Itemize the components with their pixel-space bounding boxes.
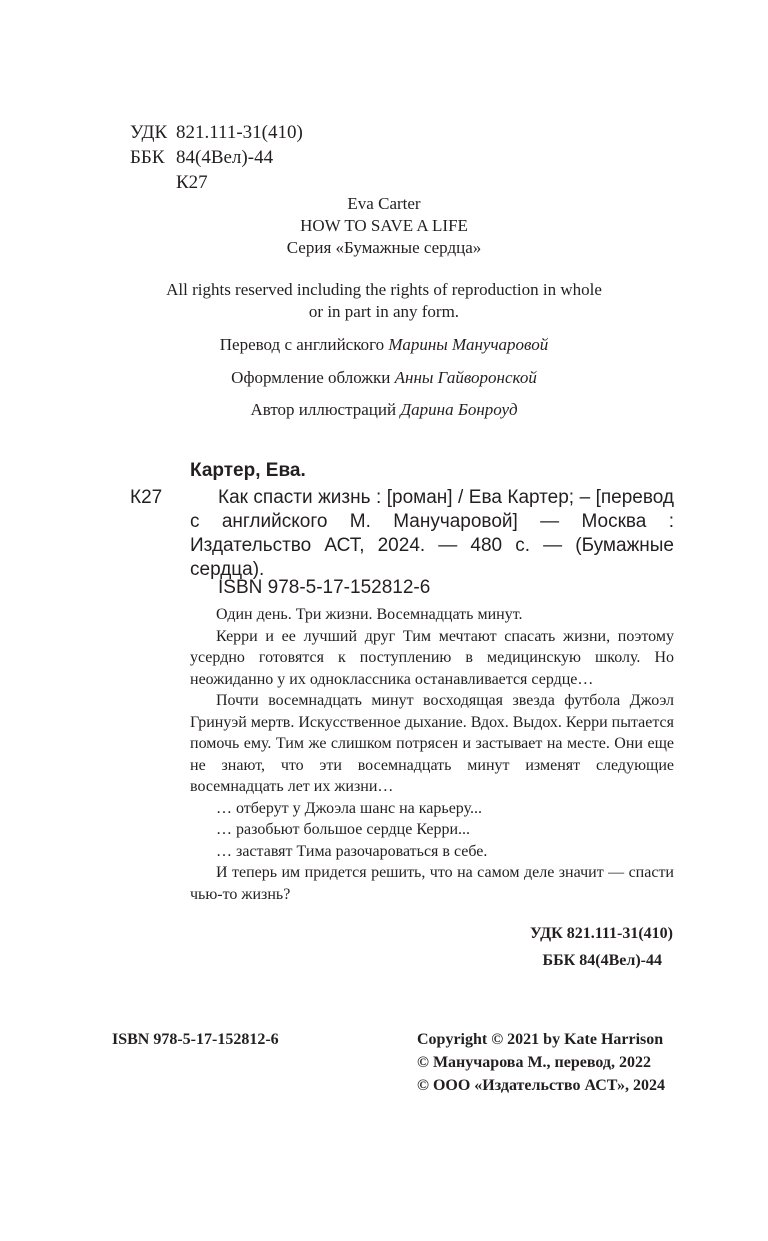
entry-isbn: ISBN 978-5-17-152812-6 (218, 577, 431, 598)
copyright-line: © ООО «Издательство АСТ», 2024 (417, 1077, 666, 1094)
translator-credit (0, 334, 768, 356)
credit-prefix: Автор иллюстраций (250, 400, 401, 419)
annotation-paragraph: И теперь им придется решить, что на самом деле значит — спасти чью-то жизнь? (190, 864, 674, 903)
credit-prefix: Оформление обложки (231, 368, 395, 387)
copyright-block (417, 1028, 665, 1097)
entry-heading: Картер, Ева. (190, 460, 306, 481)
annotation-paragraph: Почти восемнадцать минут восходящая звезда футбола Джоэл Гринуэй мертв. Искусственное дыхание. Вдох. Выдох. Керри пытается помочь ему. Тим же слишком потрясен и застывает на месте. Они еще не знают, что эти восемнадцать минут изменят следующие восемнадцать лет их жизни… (190, 692, 675, 795)
original-title: HOW TO SAVE A LIFE (300, 216, 468, 235)
credit-name: Дарина Бонроуд (400, 400, 518, 419)
rights-line-2: or in part in any form. (308, 302, 460, 321)
credit-name: Анны Гайворонской (394, 368, 537, 387)
entry-description: Как спасти жизнь : [роман] / Ева Картер; – [перевод с английского М. Манучаровой] — Москва : Издательство АСТ, 2024. — 480 с. — (Бумажные сердца). (190, 487, 674, 580)
footer-isbn: ISBN 978-5-17-152812-6 (112, 1031, 279, 1048)
annotation-list-line: … разобьют большое сердце Керри... (216, 821, 471, 838)
entry-sign: К27 (130, 487, 163, 508)
copyright-line: Copyright © 2021 by Kate Harrison (417, 1031, 664, 1048)
annotation (190, 604, 674, 905)
bottom-udk: УДК 821.111-31(410) (530, 925, 673, 942)
bbk-line (130, 146, 273, 170)
udk-value: 821.111-31(410) (176, 122, 303, 143)
bottom-bbk: ББК 84(4Вел)-44 (542, 952, 662, 969)
udk-label: УДК (130, 122, 168, 143)
original-author: Eva Carter (347, 194, 421, 213)
credit-prefix: Перевод с английского (219, 335, 389, 354)
author-sign: К27 (176, 172, 208, 193)
illustrator-credit (0, 399, 768, 421)
udk-line (130, 121, 303, 145)
bbk-label: ББК (130, 147, 165, 168)
cover-design-credit (0, 367, 768, 389)
credit-name: Марины Манучаровой (388, 335, 549, 354)
rights-line-1: All rights reserved including the rights of reproduction in whole (166, 280, 602, 299)
copyright-line: © Манучарова М., перевод, 2022 (417, 1054, 652, 1071)
series-name: Серия «Бумажные сердца» (286, 238, 482, 257)
annotation-list-line: … отберут у Джоэла шанс на карьеру... (216, 799, 482, 817)
annotation-lead: Один день. Три жизни. Восемнадцать минут. (216, 606, 523, 623)
annotation-list-line: … заставят Тима разочароваться в себе. (216, 842, 488, 860)
bbk-value: 84(4Вел)-44 (176, 147, 274, 168)
annotation-paragraph: Керри и ее лучший друг Тим мечтают спасать жизни, поэтому усердно готовятся к поступлению в медицинскую школу. Но неожиданно у их одноклассника останавливается сердце… (190, 627, 674, 688)
